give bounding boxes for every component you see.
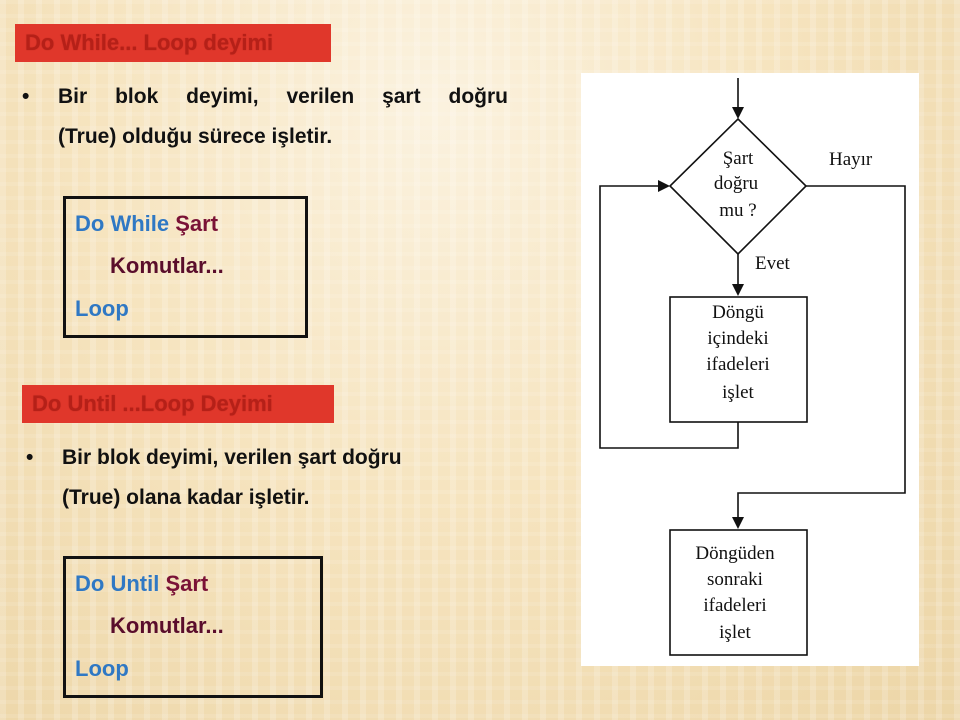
section2-desc-line2: (True) olana kadar işletir. <box>62 486 310 509</box>
no-label: Hayır <box>829 149 873 170</box>
section2-desc-line1: Bir blok deyimi, verilen şart doğru <box>62 446 402 469</box>
section1-code-box <box>63 196 308 338</box>
section1-desc-line2: (True) olduğu sürece işletir. <box>58 125 333 148</box>
section2-do-keyword: Do Until <box>75 571 160 596</box>
after-loop-text-3: ifadeleri <box>703 595 767 616</box>
loop-body-text-2: içindeki <box>707 328 769 349</box>
loop-body-text-4: işlet <box>722 382 754 403</box>
section1-heading: Do While... Loop deyimi <box>15 24 331 62</box>
decision-text-1: Şart <box>722 148 754 169</box>
decision-text-3: mu ? <box>719 200 757 221</box>
section2-commands: Komutlar... <box>110 613 224 638</box>
section2-bullet: • <box>26 446 34 469</box>
section2-loop-keyword: Loop <box>75 656 129 681</box>
section2-code-box <box>63 556 323 698</box>
section1-desc-line1: Bir blok deyimi, verilen şart doğru <box>58 85 508 108</box>
after-loop-text-4: işlet <box>719 622 751 643</box>
after-loop-text-1: Döngüden <box>695 543 775 564</box>
after-loop-text-2: sonraki <box>707 569 763 590</box>
decision-text-2: doğru <box>713 173 759 194</box>
section1-commands: Komutlar... <box>110 253 224 278</box>
section2-description <box>62 446 502 526</box>
loop-body-text-3: ifadeleri <box>706 354 770 375</box>
loop-body-text-1: Döngü <box>712 302 764 323</box>
yes-label: Evet <box>755 253 790 274</box>
section2-condition: Şart <box>165 571 209 596</box>
section1-do-keyword: Do While <box>75 211 170 236</box>
flowchart-diagram <box>581 73 919 666</box>
section1-condition: Şart <box>175 211 219 236</box>
section1-code-line1 <box>75 211 218 237</box>
section2-code-line1 <box>75 571 208 597</box>
section1-bullet: • <box>22 85 30 108</box>
section1-loop-keyword: Loop <box>75 296 129 321</box>
section1-description <box>58 85 508 165</box>
section2-heading: Do Until ...Loop Deyimi <box>22 385 334 423</box>
flowchart-panel <box>581 73 919 666</box>
